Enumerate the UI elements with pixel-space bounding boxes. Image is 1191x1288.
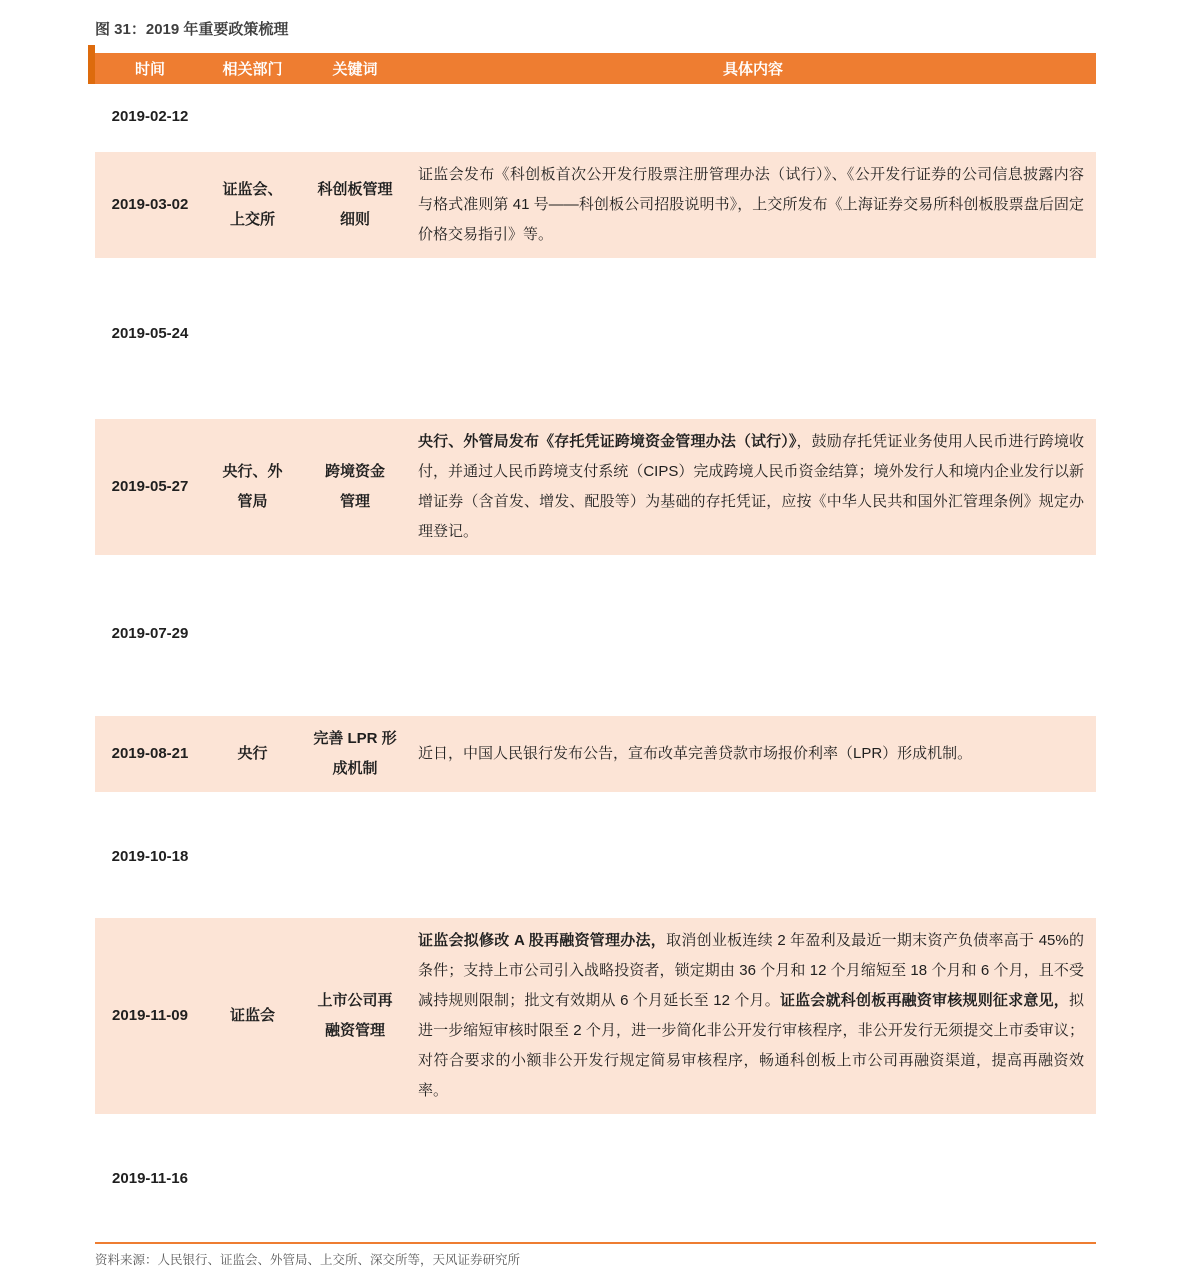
header-cell-keyword: 关键词 bbox=[332, 61, 378, 78]
content-segment: 拟进一步缩短审核时限至 2 个月，进一步简化非公开发行审核程序，非公开发行无须提交上市委审议；对符合要求的小额非公开发行规定简易审核程序，畅通科创板上市公司再融资渠道，提高再融资效率。 bbox=[418, 992, 1084, 1099]
row-keyword-value: 跨境资金 管理 bbox=[324, 463, 385, 510]
content-segment-bold: 央行、外管局发布《存托凭证跨境资金管理办法（试行）》 bbox=[418, 433, 797, 450]
figure-content bbox=[95, 0, 1096, 1268]
content-segment-bold: 证监会就科创板再融资审核规则征求意见， bbox=[779, 992, 1069, 1009]
table-header-row bbox=[95, 53, 1096, 84]
content-segment: 近日，中国人民银行发布公告，宣布改革完善贷款市场报价利率（LPR）形成机制。 bbox=[418, 745, 973, 762]
source-note: 资料来源：人民银行、证监会、外管局、上交所、深交所等，天风证券研究所 bbox=[95, 1253, 521, 1267]
row-date-value: 2019-10-18 bbox=[111, 848, 189, 865]
row-content-text bbox=[410, 926, 1096, 1106]
row-keyword-value: 科创板管理 细则 bbox=[317, 181, 393, 228]
row-date-value: 2019-11-16 bbox=[112, 1170, 188, 1187]
row-department-value: 证监会 bbox=[229, 1007, 275, 1024]
row-content-text bbox=[410, 739, 1096, 769]
table-row-policy bbox=[95, 918, 1096, 1114]
row-date-value: 2019-08-21 bbox=[111, 745, 189, 762]
table-row-date-only bbox=[95, 1170, 1096, 1188]
content-segment: 证监会发布《科创板首次公开发行股票注册管理办法（试行）》、《公开发行证券的公司信息披露内容与格式准则第 41 号——科创板公司招股说明书》，上交所发布《上海证券交易所科创板股票盘后固定价格交易指引》等。 bbox=[418, 166, 1084, 243]
row-date-value: 2019-11-09 bbox=[112, 1007, 188, 1024]
content-segment-bold: 证监会拟修改 A 股再融资管理办法， bbox=[418, 932, 667, 949]
row-date-value: 2019-03-02 bbox=[111, 196, 189, 213]
row-department-value: 证监会、 上交所 bbox=[222, 181, 283, 228]
figure-title: 图 31：2019 年重要政策梳理 bbox=[95, 21, 289, 38]
header-cell-content: 具体内容 bbox=[722, 61, 783, 78]
header-cell-department: 相关部门 bbox=[222, 61, 283, 78]
row-content-text bbox=[410, 427, 1096, 547]
row-date-value: 2019-05-27 bbox=[111, 478, 189, 495]
row-keyword-value: 完善 LPR 形 成机制 bbox=[313, 730, 397, 777]
table-row-date-only bbox=[95, 625, 1096, 643]
row-content-text bbox=[410, 160, 1096, 250]
table-row-policy bbox=[95, 716, 1096, 792]
row-department-value: 央行 bbox=[237, 745, 268, 762]
table-row-date-only bbox=[95, 848, 1096, 866]
table-row-policy bbox=[95, 152, 1096, 258]
content-segment: 取消创业板连续 2 年盈利及最近一期末资产负债率高于 45%的条件；支持上市公司引入战略投资者，锁定期由 36 个月和 12 个月缩短至 18 个月和 6 个月，且不受减持规则限制；批文有效期从 6 个月延长至 12 个月。 bbox=[418, 932, 1084, 1009]
content-segment: ，鼓励存托凭证业务使用人民币进行跨境收付，并通过人民币跨境支付系统（CIPS）完成跨境人民币资金结算；境外发行人和境内企业发行以新增证券（含首发、增发、配股等）为基础的存托凭证，应按《中华人民共和国外汇管理条例》规定办理登记。 bbox=[418, 433, 1084, 540]
policy-table-body bbox=[95, 108, 1096, 1188]
header-accent-tab bbox=[88, 45, 95, 84]
table-row-date-only bbox=[95, 325, 1096, 343]
row-department-value: 央行、外 管局 bbox=[222, 463, 283, 510]
table-row-policy bbox=[95, 419, 1096, 555]
row-date-value: 2019-07-29 bbox=[111, 625, 189, 642]
header-cell-time: 时间 bbox=[134, 61, 165, 78]
table-row-date-only bbox=[95, 108, 1096, 126]
row-date-value: 2019-05-24 bbox=[111, 325, 189, 342]
row-keyword-value: 上市公司再 融资管理 bbox=[317, 992, 393, 1039]
row-date-value: 2019-02-12 bbox=[111, 108, 189, 125]
